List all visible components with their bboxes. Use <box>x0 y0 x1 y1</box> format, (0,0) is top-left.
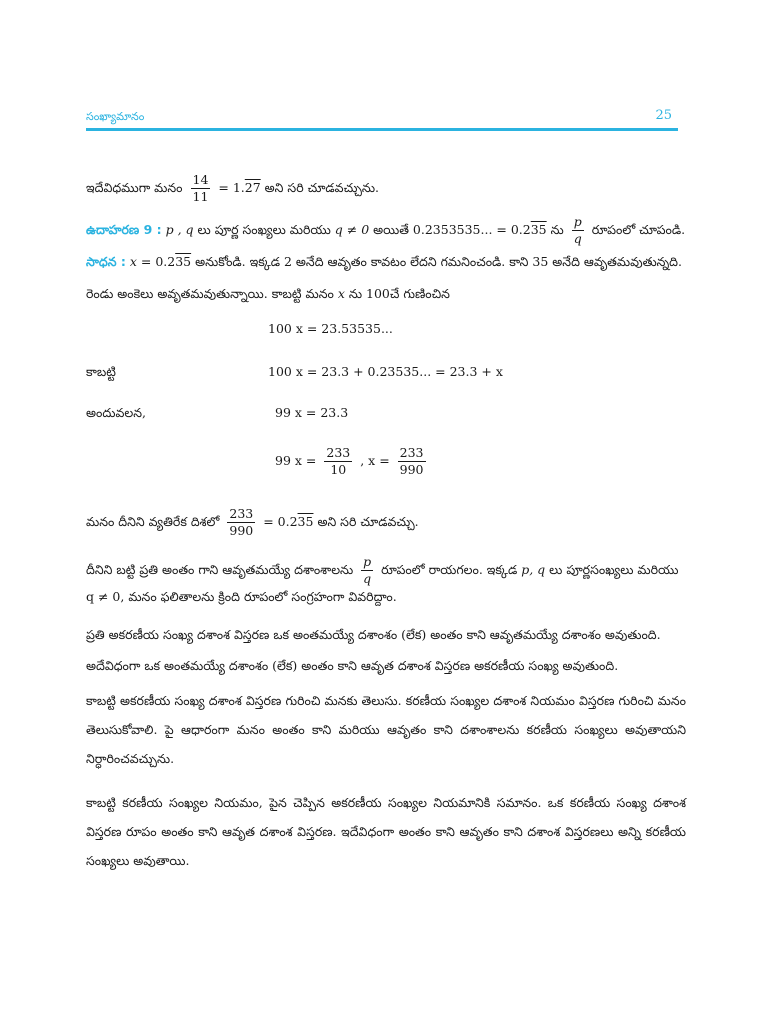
fraction <box>398 445 426 478</box>
numerator: p <box>573 214 582 229</box>
text: అనుకోండి. ఇక్కడ 2 అనేది ఆవృతం కావటం లేదని గమనించండి. కాని 35 అనేది ఆవృతమవుతున్నది. <box>195 254 682 269</box>
paragraph-1-line-2: q ≠ 0, మనం ఫలితాలను క్రింది రూపంలో సంగ్రహంగా వివరిద్దాం. <box>86 589 397 604</box>
equation-4 <box>275 445 430 478</box>
page-number: 25 <box>655 108 672 123</box>
denominator: 10 <box>330 462 347 477</box>
text: రెండు అంకెలు అవృతమవుతున్నాయి. కాబట్టి మనం <box>86 286 334 301</box>
numerator: 233 <box>229 506 254 521</box>
denominator: q <box>363 571 372 586</box>
equation-3: 99 x = 23.3 <box>275 405 349 420</box>
paragraph-2-line-2: అదేవిధంగా ఒక అంతమయ్యే దశాంశం (లేక) అంతం కాని ఆవృత దశాంశ విస్తరణ అకరణీయ సంఖ్య అవుతుంది. <box>86 658 619 673</box>
text: అని సరి చూడవచ్చు. <box>317 514 419 529</box>
solution-label: సాధన : <box>86 254 126 269</box>
math: x <box>337 286 345 301</box>
text: లు పూర్ణ సంఖ్యలు మరియు <box>197 222 331 237</box>
math: x <box>129 254 137 269</box>
text: ఇదేవిధముగా మనం <box>86 180 183 195</box>
math: = 0.2 <box>263 514 298 529</box>
equation-2: 100 x = 23.3 + 0.23535... = 23.3 + x <box>268 364 503 379</box>
solution-line-2 <box>86 285 450 303</box>
text: రూపంలో చూపండి. <box>591 222 686 237</box>
denominator: 990 <box>399 462 424 477</box>
math: 99 x = <box>275 453 317 468</box>
reverse-check-line <box>86 506 419 539</box>
paragraph-4: కాబట్టి కరణీయ సంఖ్యల నియమం, పైన చెప్పిన అకరణీయ సంఖ్యల నియమానికి సమానం. ఒక కరణీయ సంఖ్య దశాంశ విస్తరణ రూపం అంతం కాని ఆవృత దశాంశ విస్తరణ. ఇదేవిధంగా అంతం కాని ఆవృతం కాని దశాంశ విస్తరణలు అన్ని కరణీయ సంఖ్యలు అవుతాయి. <box>86 795 686 868</box>
text: అని సరి చూడవచ్చును. <box>264 180 379 195</box>
repeating-digits: 27 <box>244 180 261 195</box>
math: q ≠ 0 <box>334 222 370 237</box>
math: = 1. <box>218 180 245 195</box>
repeating-digits: 35 <box>530 222 547 237</box>
numerator: 233 <box>326 445 351 460</box>
numerator: 14 <box>192 172 209 187</box>
text: ను <box>550 222 564 237</box>
anduvalana-label: అందువలన, <box>86 405 146 420</box>
example-line <box>86 214 685 247</box>
denominator: 11 <box>192 189 209 204</box>
paragraph-2-line-1: ప్రతి అకరణీయ సంఖ్య దశాంశ విస్తరణ ఒక అంతమయ్యే దశాంశం (లేక) అంతం కాని ఆవృతమయ్యే దశాంశం అవుతుంది. <box>86 627 661 642</box>
math: p, q <box>521 562 546 577</box>
text: మనం దీనిని వ్యతిరేక దిశలో <box>86 514 220 529</box>
math: = 0.2 <box>140 254 176 269</box>
math: అయితే 0.2353535... = 0.2 <box>373 222 531 237</box>
equation-1: 100 x = 23.53535... <box>268 321 393 336</box>
text: లు పూర్ణసంఖ్యలు మరియు <box>549 562 679 577</box>
fraction <box>324 445 352 478</box>
paragraph-1-line-1 <box>86 554 678 587</box>
denominator: q <box>573 231 582 246</box>
text: రూపంలో రాయగలం. ఇక్కడ <box>381 562 518 577</box>
fraction <box>191 172 211 205</box>
text: దీనిని బట్టి ప్రతి అంతం గాని ఆవృతమయ్యే దశాంశాలను <box>86 562 354 577</box>
math: p , q <box>165 222 194 237</box>
running-title: సంఖ్యామానం <box>86 110 145 123</box>
solution-line <box>86 253 682 271</box>
verification-line <box>86 172 379 205</box>
text: ను 100చే గుణించిన <box>348 286 450 301</box>
paragraph-3: కాబట్టి అకరణీయ సంఖ్య దశాంశ విస్తరణ గురించి మనకు తెలుసు. కరణీయ సంఖ్యల దశాంశ నియమం విస్తరణ గురించి మనం తెలుసుకోవాలి. పై ఆధారంగా మనం అంతం కాని మరియు ఆవృతం కాని దశాంశాలను కరణీయ సంఖ్యలు అవుతాయని నిర్ధారించవచ్చును. <box>86 693 686 766</box>
math: , x = <box>360 453 390 468</box>
numerator: p <box>363 554 372 569</box>
repeating-digits: 35 <box>175 254 192 269</box>
kabatti-label: కాబట్టి <box>86 364 116 379</box>
page-header <box>86 108 678 132</box>
fraction <box>227 506 255 539</box>
fraction <box>572 214 584 247</box>
header-rule <box>86 128 678 131</box>
numerator: 233 <box>399 445 424 460</box>
denominator: 990 <box>229 523 254 538</box>
example-label: ఉదాహరణ 9 : <box>86 222 162 237</box>
fraction <box>361 554 373 587</box>
repeating-digits: 35 <box>297 514 314 529</box>
